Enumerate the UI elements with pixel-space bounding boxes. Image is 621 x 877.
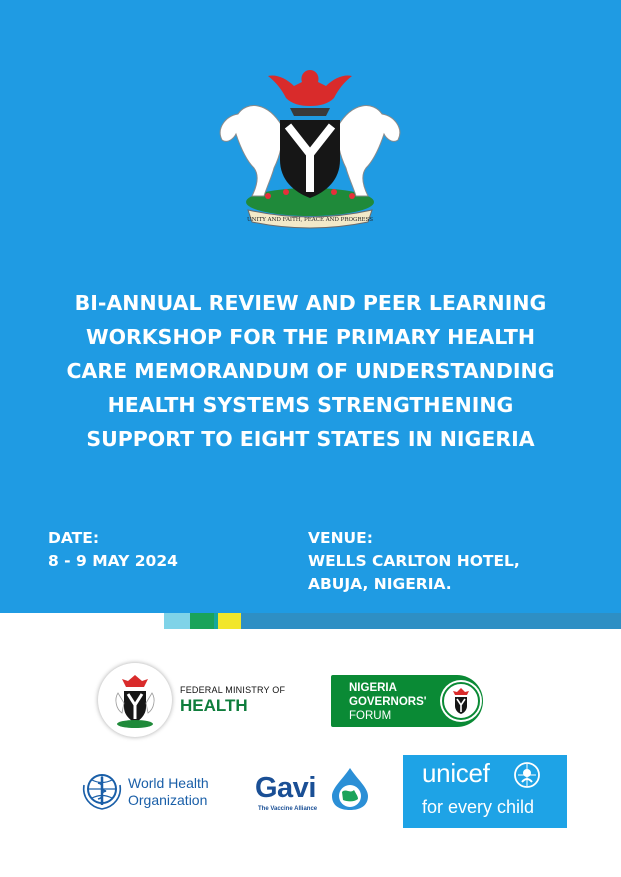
who-line-2: Organization [128,792,208,808]
gavi-drop-icon [328,766,372,812]
who-line-1: World Health [128,775,209,791]
motto-text: UNITY AND FAITH, PEACE AND PROGRESS [247,217,373,223]
stripe-segment [190,613,214,629]
unicef-name: unicef [422,758,490,788]
title-line: HEALTH SYSTEMS STRENGTHENING [107,393,514,417]
workshop-title [30,286,591,456]
fmoh-line-1: FEDERAL MINISTRY OF [180,685,286,695]
ngf-line-1: NIGERIA [349,682,397,694]
title-line: CARE MEMORANDUM OF UNDERSTANDING [66,359,555,383]
ngf-line-3: FORUM [349,710,392,722]
ngf-line-2: GOVERNORS' [349,696,427,708]
stripe-segment [164,613,190,629]
venue-line-1: WELLS CARLTON HOTEL, [308,552,520,570]
date-value: 8 - 9 MAY 2024 [48,552,178,570]
gavi-name: Gavi [255,772,316,804]
unicef-tagline: for every child [422,797,535,817]
stripe-segment [218,613,241,629]
ngf-emblem-icon [440,680,482,722]
who-emblem-icon [80,771,124,813]
gavi-tagline: The Vaccine Alliance [258,806,318,812]
stripe-segment [241,613,621,629]
fmoh-line-2: HEALTH [180,696,248,715]
title-line: SUPPORT TO EIGHT STATES IN NIGERIA [86,427,535,451]
coat-of-arms-icon [208,64,412,232]
venue-line-2: ABUJA, NIGERIA. [308,575,452,593]
fmoh-emblem-icon [98,663,172,737]
title-line: WORKSHOP FOR THE PRIMARY HEALTH [85,325,536,349]
title-line: BI-ANNUAL REVIEW AND PEER LEARNING [74,291,547,315]
venue-label: VENUE: [308,529,373,547]
date-label: DATE: [48,529,100,547]
unicef-emblem-icon [512,760,542,790]
